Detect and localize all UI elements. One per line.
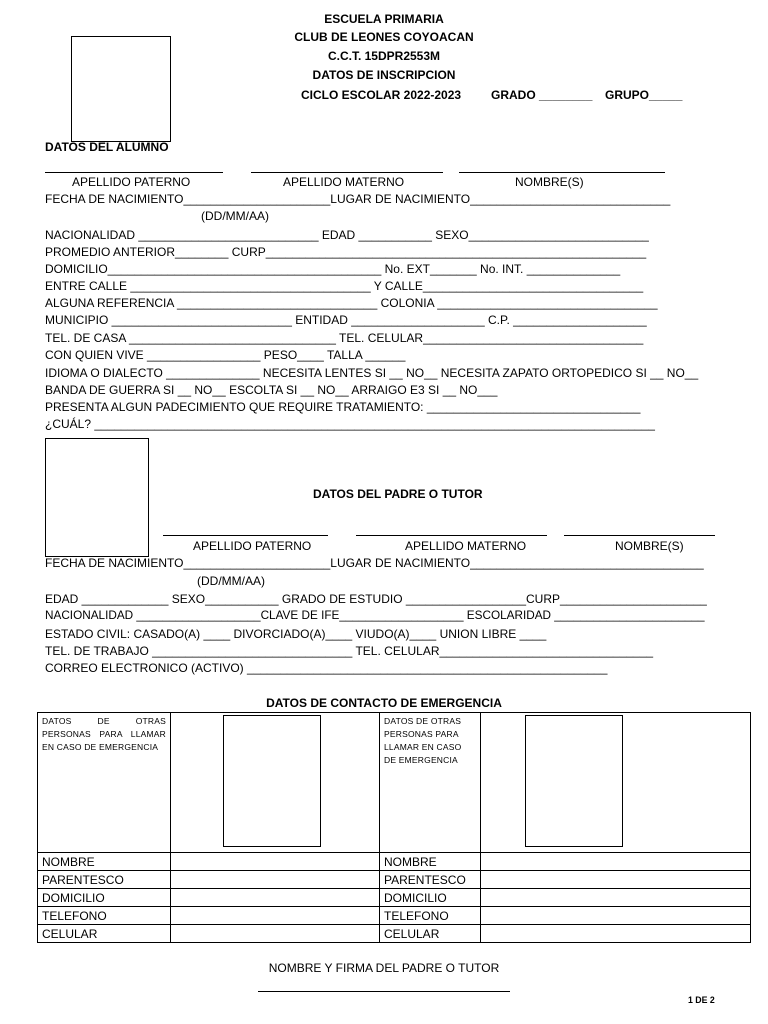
parent-date-format: (DD/MM/AA) [197, 574, 265, 588]
group-field[interactable]: GRUPO_____ [605, 88, 683, 102]
emergency-box-text-2: DATOS DE OTRAS PERSONAS PARA LLAMAR EN CASO DE EMERGENCIA [380, 713, 481, 853]
student-reference-row[interactable]: ALGUNA REFERENCIA ______________________________ COLONIA _________________________________ [45, 296, 658, 310]
student-label-names: NOMBRE(S) [515, 175, 584, 189]
student-band-row[interactable]: BANDA DE GUERRA SI __ NO__ ESCOLTA SI __ NO__ ARRAIGO E3 SI __ NO___ [45, 383, 498, 397]
field-value-name-2[interactable] [481, 853, 751, 871]
field-value-address-1[interactable] [171, 889, 380, 907]
school-name: ESCUELA PRIMARIA [324, 12, 444, 26]
student-birth-row[interactable]: FECHA DE NACIMIENTO______________________LUGAR DE NACIMIENTO______________________________ [45, 192, 671, 206]
student-phone-row[interactable]: TEL. DE CASA _______________________________ TEL. CELULAR_________________________________ [45, 331, 644, 345]
student-label-paternal: APELLIDO PATERNO [72, 175, 191, 189]
student-address-row[interactable]: DOMICILIO_________________________________________ No. EXT_______ No. INT. ______________ [45, 262, 621, 276]
table-row [38, 871, 751, 889]
field-value-relationship-1[interactable] [171, 871, 380, 889]
parent-surname-paternal-line[interactable] [163, 535, 328, 536]
table-row [38, 925, 751, 943]
student-average-curp-row[interactable]: PROMEDIO ANTERIOR________ CURP_________________________________________________________ [45, 245, 647, 259]
emergency-photo-cell-2 [481, 713, 751, 853]
form-title: DATOS DE INSCRIPCION [312, 68, 456, 82]
field-label-name-1: NOMBRE [38, 853, 171, 871]
field-label-phone-2: TELEFONO [380, 907, 481, 925]
field-label-name-2: NOMBRE [380, 853, 481, 871]
emergency-photo-box-2[interactable] [525, 715, 623, 847]
field-label-relationship-1: PARENTESCO [38, 871, 171, 889]
student-section-title: DATOS DEL ALUMNO [45, 140, 169, 154]
student-municipality-row[interactable]: MUNICIPIO ___________________________ ENTIDAD ____________________ C.P. ____________________ [45, 313, 647, 327]
emergency-contacts-table [37, 712, 751, 943]
parent-civil-status-row[interactable]: ESTADO CIVIL: CASADO(A) ____ DIVORCIADO(A)____ VIUDO(A)____ UNION LIBRE ____ [45, 627, 547, 641]
field-label-address-2: DOMICILIO [380, 889, 481, 907]
emergency-box-text-1: DATOS DE OTRAS PERSONAS PARA LLAMAR EN CASO DE EMERGENCIA [38, 713, 171, 853]
field-label-phone-1: TELEFONO [38, 907, 171, 925]
field-value-relationship-2[interactable] [481, 871, 751, 889]
table-row [38, 889, 751, 907]
emergency-photo-row [38, 713, 751, 853]
parent-email-row[interactable]: CORREO ELECTRONICO (ACTIVO) ______________________________________________________ [45, 661, 608, 675]
field-label-relationship-2: PARENTESCO [380, 871, 481, 889]
parent-nationality-row[interactable]: NACIONALIDAD ___________________CLAVE DE IFE___________________ ESCOLARIDAD _______________________ [45, 609, 705, 622]
student-which-row[interactable]: ¿CUÁL? ____________________________________________________________________________________ [45, 417, 655, 431]
page-number: 1 DE 2 [688, 995, 715, 1005]
grade-field[interactable]: GRADO ________ [491, 88, 593, 102]
student-label-maternal: APELLIDO MATERNO [283, 175, 405, 189]
parent-label-names: NOMBRE(S) [615, 539, 684, 553]
parent-birth-row[interactable]: FECHA DE NACIMIENTO______________________LUGAR DE NACIMIENTO___________________________________ [45, 556, 704, 570]
parent-given-name-line[interactable] [564, 535, 715, 536]
parent-photo-box[interactable] [45, 438, 149, 557]
club-name: CLUB DE LEONES COYOACAN [294, 30, 474, 44]
signature-line[interactable] [258, 991, 510, 992]
student-condition-row[interactable]: PRESENTA ALGUN PADECIMIENTO QUE REQUIRE TRATAMIENTO: ________________________________ [45, 400, 641, 414]
emergency-section-title: DATOS DE CONTACTO DE EMERGENCIA [266, 696, 502, 710]
student-nationality-row[interactable]: NACIONALIDAD ___________________________ EDAD ___________ SEXO___________________________ [45, 228, 649, 242]
student-surname-paternal-line[interactable] [45, 172, 223, 173]
parent-section-title: DATOS DEL PADRE O TUTOR [313, 487, 483, 501]
cct-code: C.C.T. 15DPR2553M [327, 49, 441, 63]
student-photo-box[interactable] [71, 36, 171, 142]
student-lives-with-row[interactable]: CON QUIEN VIVE _________________ PESO____ TALLA ______ [45, 348, 406, 362]
student-streets-row[interactable]: ENTRE CALLE ____________________________________ Y CALLE_________________________________ [45, 279, 644, 293]
parent-label-maternal: APELLIDO MATERNO [405, 539, 527, 553]
field-value-mobile-2[interactable] [481, 925, 751, 943]
student-date-format: (DD/MM/AA) [201, 209, 269, 223]
field-label-mobile-2: CELULAR [380, 925, 481, 943]
field-label-address-1: DOMICILIO [38, 889, 171, 907]
school-cycle: CICLO ESCOLAR 2022-2023 [301, 88, 462, 102]
student-surname-maternal-line[interactable] [251, 172, 443, 173]
field-value-phone-2[interactable] [481, 907, 751, 925]
parent-age-row[interactable]: EDAD _____________ SEXO___________ GRADO DE ESTUDIO __________________CURP______________________ [45, 592, 707, 606]
parent-label-paternal: APELLIDO PATERNO [193, 539, 312, 553]
signature-label: NOMBRE Y FIRMA DEL PADRE O TUTOR [268, 961, 500, 975]
field-value-name-1[interactable] [171, 853, 380, 871]
student-language-row[interactable]: IDIOMA O DIALECTO ______________ NECESITA LENTES SI __ NO__ NECESITA ZAPATO ORTOPEDICO SI __ NO__ [45, 366, 699, 380]
table-row [38, 853, 751, 871]
field-label-mobile-1: CELULAR [38, 925, 171, 943]
field-value-mobile-1[interactable] [171, 925, 380, 943]
field-value-phone-1[interactable] [171, 907, 380, 925]
parent-surname-maternal-line[interactable] [356, 535, 547, 536]
field-value-address-2[interactable] [481, 889, 751, 907]
table-row [38, 907, 751, 925]
emergency-photo-box-1[interactable] [223, 715, 321, 847]
student-given-name-line[interactable] [459, 172, 665, 173]
emergency-photo-cell-1 [171, 713, 380, 853]
parent-phone-row[interactable]: TEL. DE TRABAJO ______________________________ TEL. CELULAR________________________________ [45, 644, 654, 658]
